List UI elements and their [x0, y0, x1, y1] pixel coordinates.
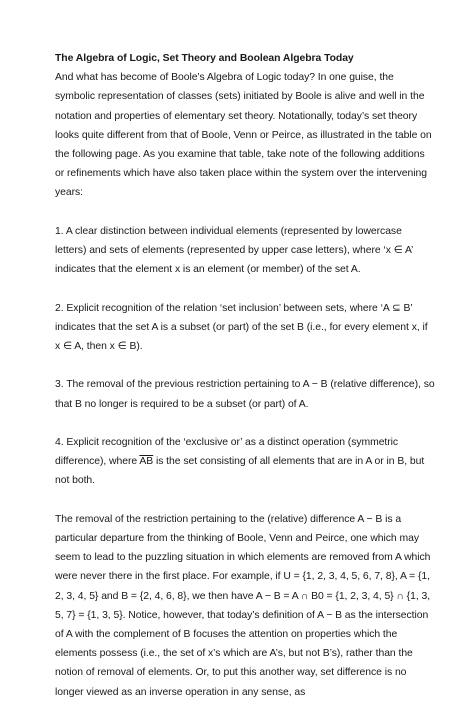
- list-item-2: 2. Explicit recognition of the relation ‘set inclusion’ between sets, where ‘A ⊆ B’ indicates that the set A is a subset (or part) of the set B (i.e., for every element x, if x ∈ A, then x ∈ B).: [55, 302, 428, 353]
- list-item-4-text-before: 4. Explicit recognition of the ‘exclusive or’ as a distinct operation (symmetric difference), where: [55, 437, 399, 468]
- intro-paragraph: And what has become of Boole’s Algebra of Logic today? In one guise, the symbolic representation of classes (sets) initiated by Boole is alive and well in the notation and properties of elementary set theory. Notationally, today’s set theory looks quite different from that of Boole, Venn or Peirce, as illustrated in the table on the following page. As you examine that table, take note of the following additions or refinements which have also taken place within the system over the intervening years:: [55, 72, 432, 199]
- list-item-3: 3. The removal of the previous restriction pertaining to A − B (relative difference), so that B no longer is required to be a subset (or part) of A.: [55, 379, 435, 410]
- symmetric-difference-symbol: $\overline{AB}$: [139, 456, 154, 468]
- closing-paragraph: The removal of the restriction pertaining to the (relative) difference A − B is a particular departure from the thinking of Boole, Venn and Peirce, one which may seem to lead to the puzzling situation in which elements are removed from A which were never there in the first place. For example, if U = {1, 2, 3, 4, 5, 6, 7, 8}, A = {1, 2, 3, 4, 5} and B = {2, 4, 6, 8}, we then have A − B = A ∩ B0 = {1, 2, 3, 4, 5} ∩ {1, 3, 5, 7} = {1, 3, 5}. Notice, however, that today’s definition of A − B as the intersection of A with the complement of B focuses the attention on properties which the elements possess (i.e., the set of x’s which are A’s, but not B’s), rather than the notion of removal of elements. Or, to put this another way, set difference is no longer viewed as an inverse operation in any sense, as: [55, 513, 431, 698]
- document-page: [55, 49, 435, 721]
- list-item-4-text-after: is the set consisting of all elements that are in A or in B, but not both.: [55, 456, 425, 487]
- document-title: The Algebra of Logic, Set Theory and Boolean Algebra Today: [55, 53, 354, 64]
- list-item-1: 1. A clear distinction between individual elements (represented by lowercase letters) and sets of elements (represented by upper case letters), where ‘x ∈ A’ indicates that the element x is an element (or member) of the set A.: [55, 225, 413, 276]
- list-item-4: [55, 433, 435, 491]
